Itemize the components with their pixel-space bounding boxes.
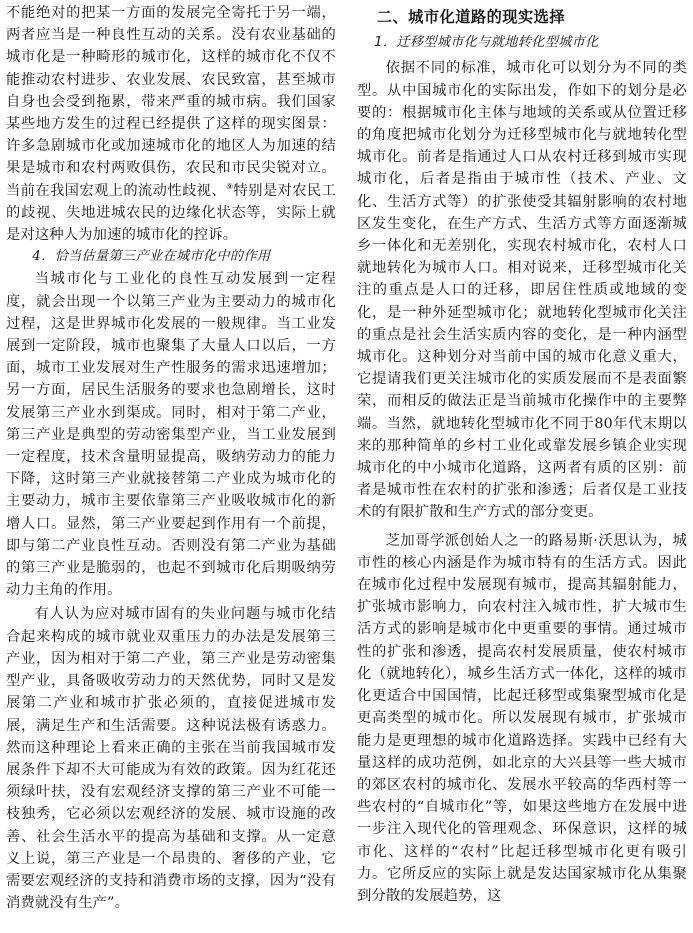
paragraph: 依据不同的标准，城市化可以划分为不同的类型。从中国城市化的实际出发，作如下的划分是必要的：根据城市化主体与地域的关系或从位置迁移的角度把城市化划分为迁移型城市化与就地转化型城市化。前者是指通过人口从农村迁移到城市实现城市化，后者是指由于城市性（技术、产业、文化、生活方式等）的扩张使受其辐射影响的农村地区发生变化，在生产方式、生活方式等方面逐渐城乡一体化和无差别化，实现农村城市化，农村人口就地转化为城市人口。相对说来，迁移型城市化关注的重点是人口的迁移，即居住性质或地域的变化，是一种外延型城市化；就地转化型城市化关注的重点是社会生活实质内容的变化，是一种内涵型城市化。这种划分对当前中国的城市化意义重大，它提请我们更关注城市化的实质发展而不是表面繁荣，而相反的做法正是当前城市化操作中的主要弊端。当然，就地转化型城市化不同于80年代末期以来的那种简单的乡村工业化或靠发展乡镇企业实现城市化的中小城市化道路，这两者有质的区别：前者是城市性在农村的扩张和渗透；后者仅是工业技术的有限扩散和生产方式的部分变更。 (357, 60, 687, 521)
section-heading: 二、城市化道路的现实选择 (376, 8, 565, 26)
paragraph: 芝加哥学派创始人之一的路易斯·沃思认为，城市性的核心内涵是作为城市特有的生活方式。因此在城市化过程中发展现有城市，提高其辐射能力，扩张城市影响力，向农村注入城市性，扩大城市生活方式的影响是城市化中更重要的事情。通过城市性的扩张和渗透，提高农村发展质量，使农村城市化（就地转化），城乡生活方式一体化，这样的城市化更适合中国国情，比起迁移型或集聚型城市化是更高类型的城市化。所以发展现有城市，扩张城市能力是更理想的城市化道路选择。实践中已经有大量这样的成功范例，如北京的大兴县等一些大城市的郊区农村的城市化、发展水平较高的华西村等一些农村的“自城市化”等，如果这些地方在发展中进一步注入现代化的管理观念、环保意识，这样的城市化、这样的“农村”比起迁移型城市化更有吸引力。它所反应的实际上就是发达国家城市化从集聚到分散的发展趋势，这 (357, 532, 687, 904)
subsection-heading-4: 4．恰当估量第三产业在城市化中的作用 (32, 249, 271, 265)
subsection-heading-1: 1．迁移型城市化与就地转化型城市化 (374, 35, 599, 51)
paragraph: 有人认为应对城市固有的失业问题与城市化结合起来构成的城市就业双重压力的办法是发展第三产业，因为相对于第二产业，第三产业是劳动密集型产业，具备吸收劳动力的天然优势，同时又是发展第二产业和城市扩张必须的，直接促进城市发展，满足生产和生活需要。这种说法极有诱惑力。然而这种理论上看来正确的主张在当前我国城市发展条件下却不大可能成为有效的政策。因为红花还须绿叶扶，没有宏观经济支撑的第三产业不可能一枝独秀，它必须以宏观经济的发展、城市设施的改善、社会生活水平的提高为基础和支撑。从一定意义上说，第三产业是一个昂贵的、奢侈的产业，它需要宏观经济的支持和消费市场的支撑，因为“没有消费就没有生产”。 (6, 606, 336, 912)
footnote-marker: ⑨ (226, 181, 234, 191)
paragraph-text: 不能绝对的把某一方面的发展完全寄托于另一端，两者应当是一种良性互动的关系。没有农业基础的城市化是一种畸形的城市化，这样的城市化不仅不能推动农村进步、农业发展、农民致富，甚至城市自身也会受到拖累，带来严重的城市病。我们国家某些地方发生的过程已经提供了这样的现实图景：许多急剧城市化或加速城市化的地区人为加速的结果是城市和农村两败俱伤，农民和市民尖锐对立。当前在我国宏观上的流动性歧视、 (6, 5, 336, 199)
paragraph-text-tail: 特别是对农民工的歧视、失地进城农民的边缘化状态等，实际上就是对这种人为加速的城市化的控诉。 (6, 182, 336, 244)
right-column (357, 2, 687, 907)
paragraph: 当城市化与工业化的良性互动发展到一定程度，就会出现一个以第三产业为主要动力的城市化过程，这是世界城市化发展的一般规律。当工业发展到一定阶段，城市也聚集了大量人口以后，一方面，城市工业发展对生产性服务的需求迅速增加；另一方面，居民生活服务的要求也急剧增长，这时发展第三产业水到渠成。同时，相对于第二产业，第三产业是典型的劳动密集型产业，当工业发展到一定程度，技术含量明显提高，吸纳劳动力的能力下降，这时第三产业就接替第二产业成为城市化的主要动力，城市主要依靠第三产业吸收城市化的新增人口。显然，第三产业要起到作用有一个前提，即与第二产业良性互动。否则没有第二产业为基础的第三产业是脆弱的，也起不到城市化后期吸纳劳动力主角的作用。 (6, 271, 336, 599)
paragraph-continued (6, 2, 336, 246)
left-column (6, 2, 336, 914)
